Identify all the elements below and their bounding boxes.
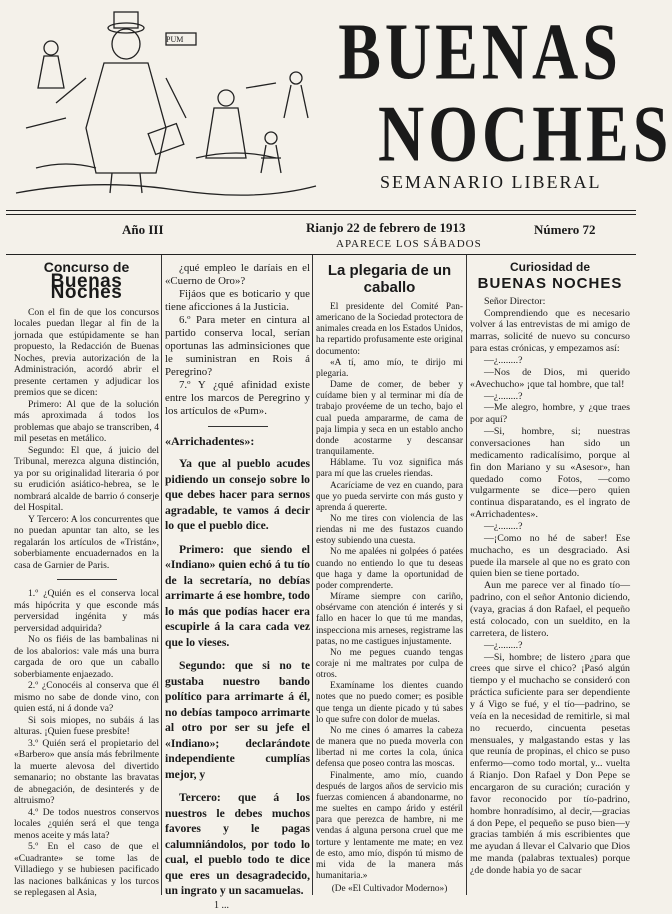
dateline-rule-top-2 xyxy=(6,214,636,215)
newspaper-subtitle: SEMANARIO LIBERAL xyxy=(380,172,602,192)
plegaria-header: La plegaria de un caballo xyxy=(327,262,452,296)
article-paragraph: Primero: que siendo el «Indiano» quien echó á tu tío de la secretaría, no debías arrimarte á ese hombre, todo lo más que podías hacer era escupirle á la cara cada vez que lo vieses. xyxy=(165,542,310,649)
article-paragraph: 1.º ¿Quién es el conserva local más hipócrita y que esconde más perversidad ingénita y más perversidad adquirida? xyxy=(14,588,159,634)
arrichadentes-header: «Arrichadentes»: xyxy=(165,434,255,448)
issue-year: Año III xyxy=(122,222,164,237)
arrichadentes-body xyxy=(165,456,310,899)
publication-schedule: APARECE LOS SÁBADOS xyxy=(336,238,482,250)
concurso-header-small: Concurso de xyxy=(43,259,130,275)
article-paragraph: —Si, hombre; de listero ¿para que crees que sirve el chico? ¡Pasó algún tiempo y el muchacho se consideró con práctica suficiente para ser dependiente y á Vigo se fué, y el tío—padrino, se veía en la necesidad de remitirle, si mal no recuerdo, cincuenta pesetas mensuales, y malgastando estas y las que reunía de propinas, el chico se puso enfermo—como todo mortal, y... vuelta á Rianjo. Don Rafael y Don Pepe se encargaron de su curación; curación y favor reconocido por tío-padrino, hombre honradísimo, al decir,—gracias á don Pepe, el pequeño se puso bien—y gracias también á mis escribientes que me ayudan á llevar el Calvario que Dios me manda (palabras textuales) porque ¿de donde habia yo de sacar xyxy=(470,651,630,876)
column-plegaria xyxy=(316,262,463,895)
column-rule xyxy=(312,255,313,895)
article-paragraph: 6.º Para meter en cintura al partido conserva local, serían oportunas las adminsiciones que le suministran en Rois á Peregrino? xyxy=(165,314,310,378)
article-paragraph: Comprendiendo que es necesario volver á las entrevistas de mi amigo de marras, solicité de nuevo su concurso para estas crónicas, y empezamos así: xyxy=(470,307,630,355)
article-paragraph: Y Tercero: A los concurrentes que no puedan apuntar tan alto, se les regalarán los artículos de «Tristán», soberbiamente encuadernados en la casa de Garnier de Paris. xyxy=(14,513,159,571)
article-paragraph: Ya que al pueblo acudes pidiendo un consejo sobre lo que debes hacer para sernos agradable, te vamos á decir lo que el pueblo dice. xyxy=(165,457,310,533)
article-paragraph: ¿qué empleo le daríais en el «Cuerno de Oro»? xyxy=(165,262,310,287)
article-paragraph: No os fiéis de las bambalinas ni de los abalorios: vale más una burra cargada de oro que un caballo soberbiamente enjaezado. xyxy=(14,634,159,680)
article-paragraph: Primero: Al que de la solución más aproximada á todos los problemas que abajo se transcriben, 4 mil pesetas en metálico. xyxy=(14,398,159,444)
article-paragraph: Examíname los dientes cuando notes que no puedo comer; es posible que tenga un diente picado y tú sabes lo que sufre con dolor de muelas. xyxy=(316,681,463,725)
article-paragraph: —¿........? xyxy=(484,639,523,651)
page-footer: 1 ... xyxy=(214,900,229,911)
article-paragraph: No me cines ó amarres la cabeza de manera que no pueda moverla con libertad ni me cortes la cola, única defensa que poseo contra las moscas. xyxy=(316,725,463,770)
article-paragraph: No me pegues cuando tengas coraje ni me maltrates por culpa de otros. xyxy=(316,647,463,681)
article-paragraph: —Si, hombre, si; nuestras conversaciones han sido un medicamento radicalísimo, porque al fin don Mariano y su «Asesor», han quedado como Fotos, —como vulgarmente se dice—pero quien continua disparatando, es el ingrato de «Arrichadentes». xyxy=(470,426,630,521)
separator xyxy=(208,426,268,427)
article-paragraph: Segundo: El que, á juicio del Tribunal, merezca alguna distinción, ya por su originalidad literaria ó por su erudición asiático-hebrea, se le nombrará alcalde de barrio ó conserje del Hospital. xyxy=(14,444,159,513)
curiosidad-header-small: Curiosidad de xyxy=(509,260,590,274)
issue-date: Rianjo 22 de febrero de 1913 xyxy=(306,220,466,235)
column-rule xyxy=(466,255,467,895)
article-paragraph: Háblame. Tu voz significa más para mí que las crueles riendas. xyxy=(316,458,463,480)
salutation: Señor Director: xyxy=(484,295,546,307)
article-paragraph: —¡Como no hé de saber! Ese muchacho, es un desgraciado. Asi puede ila marsele al que no es grato con quien bien se tiene portado. xyxy=(470,532,630,580)
article-paragraph: Si sois miopes, no subáis á las alturas. ¡Quien fuese presbíte! xyxy=(14,714,159,737)
article-paragraph: Acaríciame de vez en cuando, para que yo pueda servirte con más gusto y aprenda á quererte. xyxy=(316,480,463,513)
illustration-sign: PUM xyxy=(166,35,184,44)
title-line-1: BUENAS xyxy=(338,7,622,96)
title-line-2: NOCHES xyxy=(378,89,672,178)
dateline-rule-bottom xyxy=(6,254,636,255)
newspaper-title xyxy=(330,7,672,178)
curiosidad-header-large: BUENAS NOCHES xyxy=(477,274,623,292)
article-paragraph: 7.º Y ¿qué afinidad existe entre los marcos de Peregrino y los artículos de «Pum». xyxy=(165,379,310,417)
dateline-rule-top xyxy=(6,210,636,211)
article-paragraph: Segundo: que si no te gustaba nuestro bando político para arrimarte á él, no debías tampoco arrimarte al otro por ser su jefe el «Indiano»; declarándote independiente cumplías mejor, y xyxy=(165,659,310,781)
column-curiosidad xyxy=(470,262,630,877)
article-paragraph: 2.º ¿Conocéis al conserva que él mismo no sabe de donde vino, con quien está, ni á donde va? xyxy=(14,680,159,714)
article-paragraph: Tercero: que á los nuestros le debes muchos favores y le pagas calumniándolos, por todo lo cual, el pueblo todo te dice que eres un desagradecido, un ingrato y un sacamuelas. xyxy=(165,791,310,898)
article-paragraph: 3.º Quién será el propietario del «Barbero» que ansía más febrilmente la muerte alevosa del divertido semanario; no obstante las bravatas de abnegación, de desinterés y de altruismo? xyxy=(14,737,159,806)
article-paragraph: Dame de comer, de beber y cuídame bien y al terminar mi día de trabajo provéeme de un techo, bajo el cual pueda ampararme, de cama de paja limpia y seca en un establo ancho donde acostarme y descansar tranquilamente. xyxy=(316,380,463,458)
article-paragraph: 4.º De todos nuestros conservos locales ¿quién será el que tenga menos aceite y más lata? xyxy=(14,806,159,841)
article-paragraph: —Me alegro, hombre, y ¿que traes por aquí? xyxy=(470,402,630,426)
concurso-body xyxy=(14,307,159,899)
separator xyxy=(57,579,117,580)
article-paragraph: El presidente del Comité Pan-americano de la Sociedad protectora de animales creada en los Estados Unidos, ha repartido profusamente este original documento: xyxy=(316,302,463,357)
column-concurso xyxy=(14,259,159,899)
article-paragraph: Mírame siempre con cariño, obsérvame con atención é interés y si fallo en hacer lo que tú me mandas, inspecciona mis arneses, registrame las patas, no me castigues injustamente. xyxy=(316,592,463,647)
article-paragraph: —Nos de Dios, mi querido «Avechucho» ¡que tal hombre, que tal! xyxy=(470,366,630,390)
article-paragraph: No me apalées ni golpées ó patées cuando no entiendo lo que tu deseas que haga y dame la oportunidad de poder comprenderte. xyxy=(316,547,463,591)
article-paragraph: Finalmente, amo mío, cuando después de largos años de servicio mis fuerzas comiencen á abandonarme, no me sueltes en campo árido y estéril para que perezca de hambre, ni me vendas á alguna persona cruel que me torture y lentamente me mate; en vez de esto, amo mío, dispón tú mismo de mi vida de la manera más humanitaria.» xyxy=(316,770,463,881)
article-paragraph: 5.º En el caso de que el «Cuadrante» se tome las de Villadiego y se hubiesen pacificado las naciones balkánicas y los turcos se replegasen al Asia, xyxy=(14,841,159,898)
article-paragraph: —¿........? xyxy=(484,355,523,367)
article-paragraph: «A tí, amo mío, te dirijo mi plegaria. xyxy=(316,357,463,379)
column-arrichadentes xyxy=(165,262,310,899)
article-credit: (De «El Cultivador Moderno») xyxy=(331,884,448,895)
article-paragraph: Aun me parece ver al finado tío—padrino, con el señor Antonio diciendo, (vaya, gracias á don Rafael, el pequeño está colocado, con un sueldito, en la carretera, de listero. xyxy=(470,580,630,639)
article-paragraph: —¿........? xyxy=(484,521,523,533)
dateline xyxy=(6,208,636,250)
issue-number: Número 72 xyxy=(534,222,596,237)
article-paragraph: Fijáos que es boticario y que tiene aficciones á la Justicia. xyxy=(165,288,310,313)
article-paragraph: No me tires con violencia de las riendas ni me des fustazos cuando estoy subiendo una cuesta. xyxy=(316,513,463,547)
article-paragraph: —¿........? xyxy=(484,390,523,402)
article-paragraph: Con el fin de que los concursos locales puedan llegar al fin de la jornada que estúpidamente se han propuesto, la Redacción de Buenas Noches, previa autorización de la Administración, acordó abrir el presente certamen y adjudicar los premios que se dicen: xyxy=(14,306,159,398)
concurso-header-large: Buenas Noches xyxy=(50,270,123,303)
column-rule xyxy=(161,255,162,895)
masthead-illustration xyxy=(16,8,316,198)
